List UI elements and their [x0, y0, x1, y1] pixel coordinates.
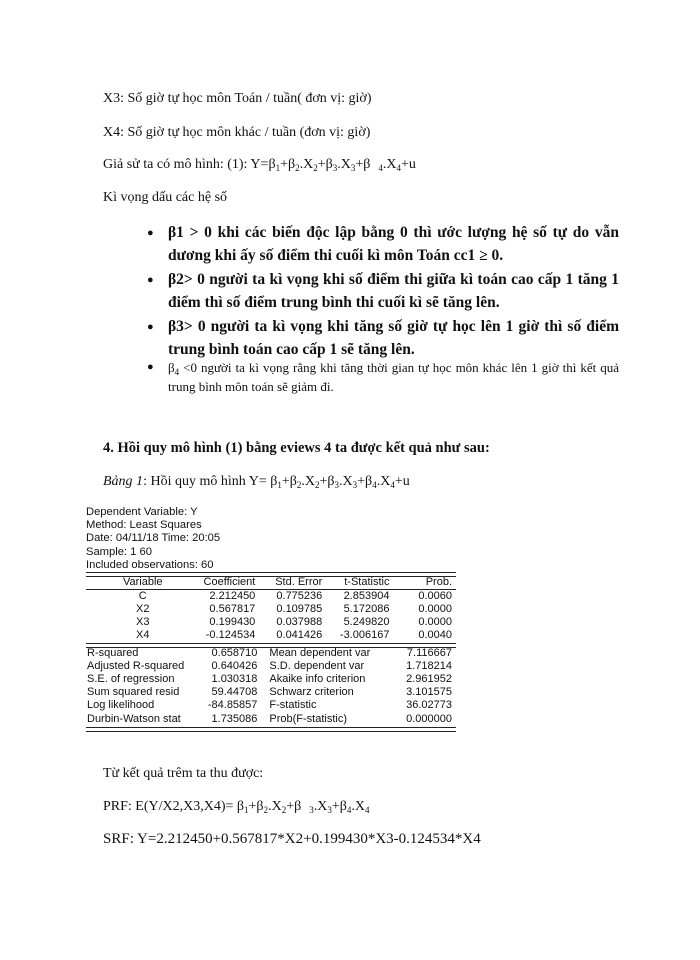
cell: 5.249820 — [343, 616, 390, 629]
eviews-header-line: Dependent Variable: Y — [86, 506, 198, 518]
cell: 0.567817 — [209, 603, 256, 616]
x3-definition: X3: Số giờ tự học môn Toán / tuần( đơn vị: giờ) — [103, 91, 372, 106]
cell: 1.030318 — [211, 672, 258, 685]
expectation-title: Kì vọng dấu các hệ số — [103, 190, 228, 205]
cell: Akaike info criterion — [269, 672, 366, 685]
stat-row — [86, 686, 456, 699]
eviews-header-line: Included observations: 60 — [86, 558, 214, 571]
cell: F-statistic — [269, 699, 317, 712]
stat-row — [86, 646, 456, 659]
cell: 1.718214 — [406, 659, 452, 672]
cell: R-squared — [87, 646, 139, 659]
cell: 0.000000 — [406, 712, 452, 725]
cell: X4 — [136, 629, 150, 641]
caption-label: Bảng 1 — [103, 474, 144, 489]
cell: X3 — [136, 616, 150, 629]
x4-definition: X4: Số giờ tự học môn khác / tuần (đơn vị: giờ) — [103, 125, 371, 140]
cell: -0.124534 — [205, 629, 256, 641]
beta4-sub: 4 — [174, 367, 180, 377]
cell: 36.02773 — [406, 699, 452, 712]
cell: 0.0060 — [418, 590, 452, 603]
col-header: Coefficient — [200, 576, 260, 589]
cell: 0.658710 — [211, 646, 258, 659]
stat-row — [86, 659, 456, 672]
cell: 0.199430 — [209, 616, 256, 629]
cell: 2.853904 — [343, 590, 390, 603]
bullet-beta1 — [147, 221, 619, 267]
col-header: Prob. — [393, 576, 456, 589]
bullet-dot: ● — [147, 227, 154, 239]
cell: -3.006167 — [339, 629, 390, 641]
cell: 0.640426 — [211, 659, 258, 672]
model-equation: Giả sử ta có mô hình: (1): $Y=\beta_1+\beta_2.X_2+\beta_3.X_3+\beta$ $_4.X_4+u$ — [103, 157, 416, 173]
bullet-text: β3> 0 người ta kì vọng khi tăng số giờ tự học lên 1 giờ thì số điểm trung bình toán cao cấp 1 sẽ tăng lên. — [168, 318, 619, 358]
cell: Adjusted R-squared — [87, 659, 185, 672]
cell: 3.101575 — [406, 686, 452, 699]
cell: 0.775236 — [276, 590, 323, 603]
cell: 7.116667 — [406, 646, 452, 659]
col-header: t-Statistic — [326, 576, 393, 589]
eviews-header-line: Sample: 1 60 — [86, 545, 152, 558]
caption-text: : Hồi quy mô hình Y= — [143, 474, 271, 489]
bullet-dot: ● — [147, 321, 154, 333]
bullet-beta2 — [147, 268, 619, 314]
cell: 5.172086 — [343, 603, 390, 616]
bullet-text — [168, 358, 619, 396]
beta4-symbol: β — [168, 360, 175, 375]
model-prefix: Giả sử ta có mô hình: (1): Y= — [103, 157, 269, 172]
bullet-beta4 — [147, 358, 619, 396]
cell: 0.037988 — [276, 616, 323, 629]
table-row — [86, 629, 456, 642]
col-header: Std. Error — [259, 576, 326, 589]
bullet-dot: ● — [147, 361, 154, 373]
table-bottom-rule — [86, 727, 456, 732]
srf-equation: SRF: Y=2.212450+0.567817*X2+0.199430*X3-0.124534*X4 — [103, 831, 481, 847]
cell: S.D. dependent var — [269, 659, 365, 672]
table-caption: Bảng 1: Hồi quy mô hình $Y= \beta_1+\beta_2.X_2+\beta_3.X_3+\beta_4.X_4+u$ — [103, 474, 410, 490]
prf-equation: PRF: $E(Y/X2,X3,X4)= \beta_1+\beta_2.X_2+\beta$ $_3.X_3+\beta_4.X_4$ — [103, 799, 370, 815]
col-header: Variable — [86, 576, 200, 589]
beta4-text: <0 người ta kì vọng rằng khi tăng thời gian tự học môn khác lên 1 giờ thì kết quả trung bình môn toán sẽ giảm đi. — [168, 360, 619, 394]
bullet-text: β2> 0 người ta kì vọng khi số điểm thi giữa kì toán cao cấp 1 tăng 1 điểm thì số điểm trung bình thi cuối kì sẽ tăng lên. — [168, 271, 619, 311]
cell: Log likelihood — [87, 699, 155, 712]
stat-row — [86, 699, 456, 712]
stat-row — [86, 712, 456, 725]
table-row — [86, 616, 456, 629]
table-header-row — [86, 576, 456, 589]
cell: 1.735086 — [211, 712, 258, 725]
bullet-beta3 — [147, 315, 619, 361]
eviews-header-line: Method: Least Squares — [86, 519, 202, 532]
eviews-header — [86, 506, 220, 572]
model-suffix: +u — [401, 157, 416, 172]
cell: Schwarz criterion — [269, 686, 354, 699]
table-row — [86, 603, 456, 616]
cell: S.E. of regression — [87, 672, 175, 685]
cell: 0.109785 — [276, 603, 323, 616]
eviews-header-line: Date: 04/11/18 Time: 20:05 — [86, 532, 221, 545]
cell: 0.0000 — [418, 616, 452, 629]
stat-row — [86, 672, 456, 685]
prf-prefix: PRF: E(Y/X2,X3,X4)= — [103, 799, 237, 814]
bullet-dot: ● — [147, 274, 154, 286]
result-intro: Từ kết quả trêm ta thu được: — [103, 766, 264, 781]
coefficient-table — [86, 576, 456, 641]
cell: -84.85857 — [207, 699, 258, 712]
bullet-text: β1 > 0 khi các biến độc lập bằng 0 thì ước lượng hệ số tự do vẫn dương khi ấy số điểm thi cuối kì môn Toán cc1 ≥ 0. — [168, 224, 619, 264]
table-row — [86, 589, 456, 602]
cell: Sum squared resid — [87, 686, 180, 699]
cell: Durbin-Watson stat — [87, 712, 181, 725]
cell: Mean dependent var — [269, 646, 371, 659]
cell: 0.041426 — [276, 629, 323, 641]
cell: Prob(F-statistic) — [269, 712, 348, 725]
cell: 0.0040 — [418, 629, 452, 641]
cell: X2 — [136, 603, 150, 616]
section-heading: 4. Hồi quy mô hình (1) bằng eviews 4 ta được kết quả như sau: — [103, 440, 490, 456]
cell: 2.961952 — [406, 672, 452, 685]
cell: 2.212450 — [209, 590, 256, 603]
cell: 59.44708 — [211, 686, 258, 699]
cell: 0.0000 — [418, 603, 452, 616]
cell: C — [138, 590, 147, 603]
statistics-table — [86, 646, 456, 725]
